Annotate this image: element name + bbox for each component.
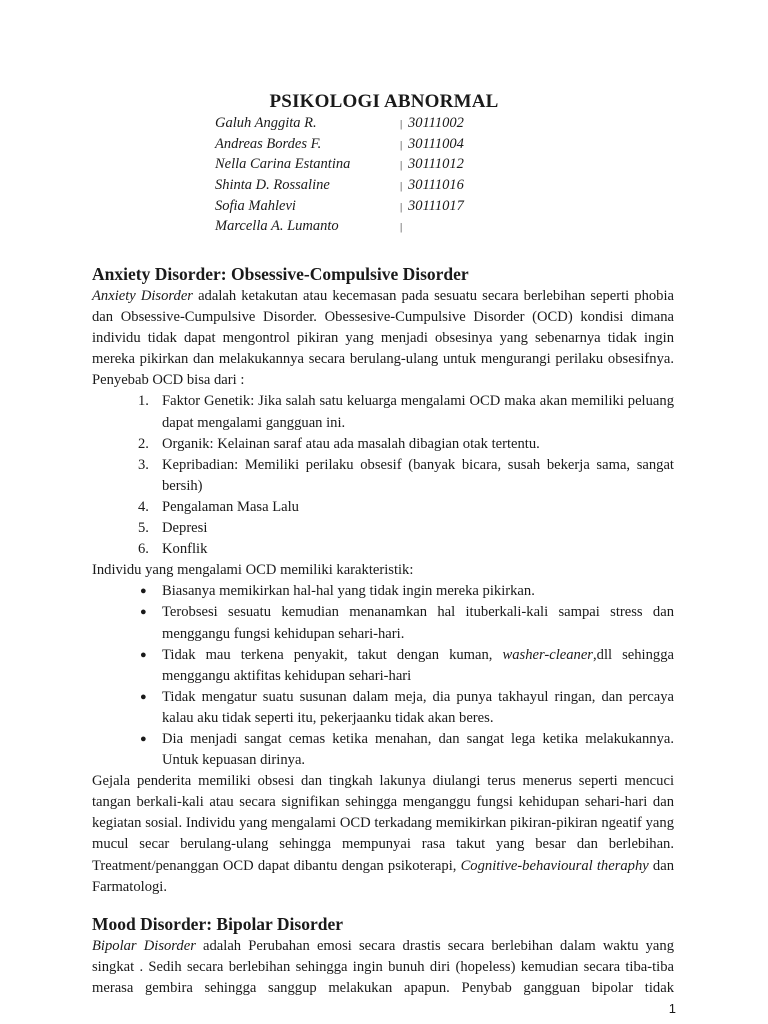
list-item-text: Kepribadian: Memiliki perilaku obsesif (banyak bicara, susah bekerja sama, sangat bersih) — [162, 456, 674, 494]
symptoms-paragraph — [92, 771, 674, 898]
term-washer-cleaner: washer-cleaner — [502, 646, 593, 663]
author-row — [215, 156, 515, 177]
author-name: Galuh Anggita R. — [215, 115, 317, 131]
list-item-text: Dia menjadi sangat cemas ketika menahan, dan sangat lega ketika melakukannya. Untuk kepuasan dirinya. — [162, 730, 674, 769]
page-number: 1 — [668, 1001, 676, 1016]
list-item — [92, 518, 674, 539]
list-number: 5. — [138, 520, 149, 537]
list-number: 6. — [138, 541, 149, 558]
author-separator: | — [400, 221, 403, 234]
section-heading-anxiety: Anxiety Disorder: Obsessive-Compulsive Disorder — [92, 264, 469, 284]
characteristics-intro: Individu yang mengalami OCD memiliki karakteristik: — [92, 562, 414, 579]
author-separator: | — [400, 180, 403, 193]
list-item-text: Depresi — [162, 520, 208, 537]
bullet-icon: ● — [140, 690, 147, 703]
list-item — [92, 539, 674, 560]
term-anxiety-disorder: Anxiety Disorder — [92, 288, 193, 304]
bullet-icon: ● — [140, 606, 147, 619]
author-row — [215, 218, 515, 239]
list-item-text: ,dll sehingga menggangu aktifitas kehidupan sehari-hari — [162, 646, 674, 684]
list-item-text: Organik: Kelainan saraf atau ada masalah dibagian otak tertentu. — [162, 435, 540, 452]
bullet-icon: ● — [140, 732, 147, 745]
author-id: 30111016 — [408, 177, 464, 194]
term-cbt: Cognitive-behavioural theraphy — [460, 857, 649, 874]
anxiety-intro-text: adalah ketakutan atau kecemasan pada sesuatu secara berlebihan seperti phobia dan Obsessive-Cumpulsive Disorder. Obessesive-Cumpulsive Disorder (OCD) kondisi dimana individu tidak dapat mengontrol pikiran yang menjadi obsesinya yang sebenarnya tidak ingin mereka pikirkan dan melakukannya secara berulang-ulang untuk mengurangi perilaku obsesifnya. Penyebab OCD bisa dari : — [92, 288, 675, 389]
list-item — [92, 645, 674, 687]
author-row — [215, 136, 515, 157]
author-separator: | — [400, 118, 403, 130]
author-separator: | — [400, 138, 403, 151]
list-item — [92, 729, 674, 771]
author-name: Shinta D. Rossaline — [215, 177, 330, 194]
section-heading-bipolar: Mood Disorder: Bipolar Disorder — [92, 913, 343, 934]
author-separator: | — [400, 159, 403, 172]
list-item — [92, 581, 674, 602]
document-title: PSIKOLOGI ABNORMAL — [269, 91, 499, 112]
symptoms-end: dan Farmatologi. — [92, 857, 675, 895]
section-bipolar — [92, 912, 674, 999]
list-item — [92, 602, 674, 644]
bullet-icon: ● — [140, 648, 147, 661]
bipolar-intro-paragraph — [92, 936, 674, 999]
list-number: 3. — [138, 456, 149, 473]
list-item — [92, 455, 674, 497]
author-name: Sofia Mahlevi — [215, 197, 296, 214]
bullet-icon: ● — [140, 585, 147, 598]
list-number: 4. — [138, 498, 149, 515]
author-row — [215, 177, 515, 198]
list-item — [92, 391, 674, 433]
list-item-text: Faktor Genetik: Jika salah satu keluarga mengalami OCD maka akan memiliki peluang dapat mengalami gangguan ini. — [162, 393, 674, 431]
list-number: 1. — [138, 393, 149, 410]
author-name: Marcella A. Lumanto — [215, 218, 339, 235]
symptoms-text: Gejala penderita memiliki obsesi dan tingkah lakunya diulangi terus menerus seperti mencuci tangan berkali-kali atau secara signifikan sehingga menganggu fungsi kehidupan sehari-hari dan kegiatan sosial. Individu yang mengalami OCD terkadang memikirkan pikiran-pikiran ngeatif yang mucul secar berulang-ulang sehingga mempunyai rasa takut yang besar dan berlebihan. Treatment/penanggan OCD dapat dibantu dengan psikoterapi, — [92, 773, 674, 874]
author-name: Andreas Bordes F. — [215, 135, 322, 152]
list-item — [92, 687, 674, 729]
author-id: 30111012 — [408, 156, 464, 173]
list-item-text: Terobsesi sesuatu kemudian menanamkan hal ituberkali-kali sampai stress dan menggangu fungsi kehidupan sehari-hari. — [162, 604, 674, 642]
list-item — [92, 497, 674, 518]
list-item-text: Tidak mengatur suatu susunan dalam meja, dia punya takhayul ringan, dan percaya kalau aku tidak seperti itu, pekerjaanku tidak akan beres. — [162, 688, 674, 726]
author-row — [215, 115, 515, 136]
list-item-text: Tidak mau terkena penyakit, takut dengan kuman, — [162, 646, 503, 663]
ocd-characteristics-list — [92, 581, 674, 771]
author-separator: | — [400, 200, 403, 213]
author-id: 30111017 — [408, 197, 464, 214]
ocd-causes-list — [92, 391, 674, 560]
author-id: 30111002 — [408, 115, 464, 131]
list-number: 2. — [138, 435, 149, 452]
author-name: Nella Carina Estantina — [215, 156, 351, 173]
list-item-text: Pengalaman Masa Lalu — [162, 498, 299, 515]
list-item — [92, 434, 674, 455]
document-body — [92, 262, 674, 999]
term-bipolar-disorder: Bipolar Disorder — [92, 937, 196, 954]
author-list — [215, 115, 515, 239]
list-item-text: Biasanya memikirkan hal-hal yang tidak ingin mereka pikirkan. — [162, 583, 535, 600]
bipolar-intro-text: adalah Perubahan emosi secara drastis secara berlebihan dalam waktu yang singkat . Sedih secara berlebihan sehingga ingin bunuh diri (hopeless) kemudian secara tiba-tiba merasa gembira sehingga sanggup melakukan apapun. Penybab gangguan bipolar tidak — [92, 937, 674, 996]
list-item-text: Konflik — [162, 541, 208, 558]
author-row — [215, 198, 515, 219]
anxiety-intro-paragraph — [92, 286, 674, 391]
author-id: 30111004 — [408, 135, 464, 152]
